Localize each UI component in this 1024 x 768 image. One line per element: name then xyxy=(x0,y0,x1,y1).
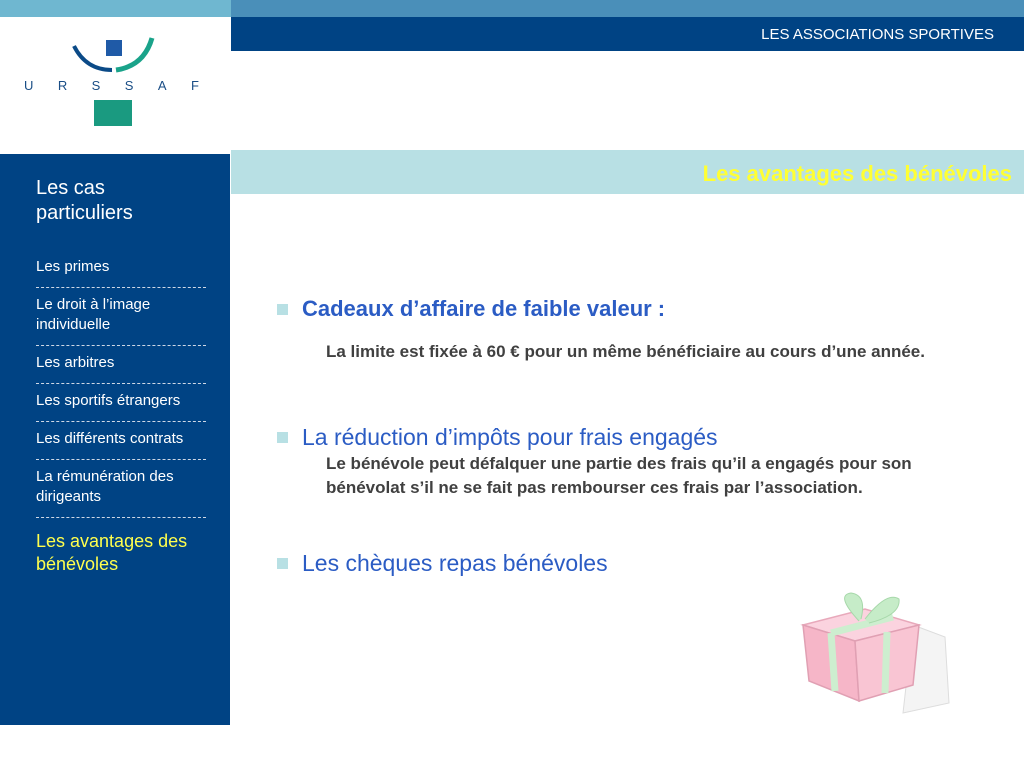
bullet-item xyxy=(277,550,608,577)
urssaf-logo xyxy=(24,36,204,131)
sidebar-item-droit-image[interactable]: Le droit à l’image individuelle xyxy=(36,288,206,346)
square-bullet-icon xyxy=(277,432,288,443)
sidebar-item-sportifs-etrangers[interactable]: Les sportifs étrangers xyxy=(36,384,206,422)
slide-title: Les avantages des bénévoles xyxy=(702,161,1012,186)
bullet-item xyxy=(277,296,665,322)
top-strip-right xyxy=(231,0,1024,17)
sidebar-title: Les cas particuliers xyxy=(36,177,133,224)
bullet-item xyxy=(277,424,718,451)
bullet-heading: Les chèques repas bénévoles xyxy=(302,550,608,576)
square-bullet-icon xyxy=(277,304,288,315)
square-bullet-icon xyxy=(277,558,288,569)
section-title: LES ASSOCIATIONS SPORTIVES xyxy=(761,25,994,43)
logo-letter: S xyxy=(124,78,134,93)
bullet-heading: Cadeaux d’affaire de faible valeur : xyxy=(302,296,666,321)
bullet-detail: Le bénévole peut défalquer une partie des frais qu’il a engagés pour son bénévolat s’il ne se fait pas rembourser ces frais par l’association. xyxy=(326,454,912,497)
sidebar-item-arbitres[interactable]: Les arbitres xyxy=(36,346,206,384)
bullet-heading: La réduction d’impôts pour frais engagés xyxy=(302,424,718,450)
sidebar-item-contrats[interactable]: Les différents contrats xyxy=(36,422,206,460)
gift-box-icon xyxy=(795,585,955,715)
logo-letter: F xyxy=(190,78,199,93)
logo-letter: S xyxy=(91,78,101,93)
header-bar xyxy=(231,17,1024,51)
sidebar-item-primes[interactable]: Les primes xyxy=(36,250,206,288)
sidebar-item-remuneration[interactable]: La rémunération des dirigeants xyxy=(36,460,206,518)
logo-letter: R xyxy=(57,78,68,93)
top-strip-left xyxy=(0,0,231,17)
logo-letter: U xyxy=(24,78,34,93)
logo-letter: A xyxy=(157,78,167,93)
sidebar-item-avantages-benevoles[interactable]: Les avantages des bénévoles xyxy=(36,531,188,574)
sidebar xyxy=(0,154,230,725)
logo-letters xyxy=(24,78,199,93)
bullet-detail: La limite est fixée à 60 € pour un même bénéficiaire au cours d’une année. xyxy=(326,342,925,361)
slide-title-bar xyxy=(231,150,1024,194)
